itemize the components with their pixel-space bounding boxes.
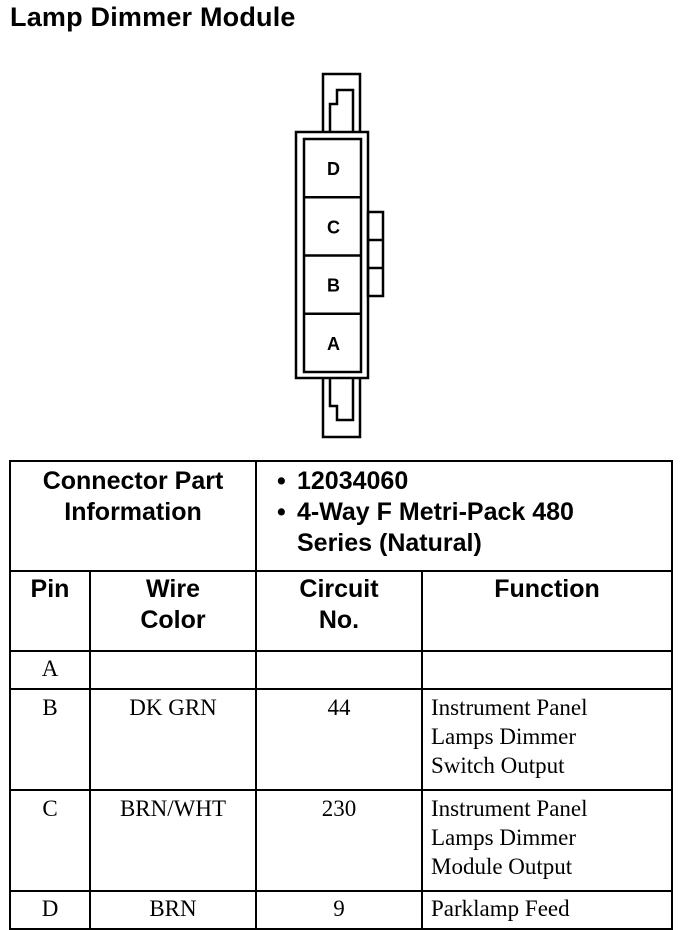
table-row: [10, 891, 672, 929]
header-circuit: Circuit No.: [256, 571, 422, 651]
header-wire-color: Wire Color: [90, 571, 256, 651]
pin-cell: A: [10, 651, 90, 689]
header-function: Function: [422, 571, 672, 651]
wire-color-cell: BRN: [90, 891, 256, 929]
page-title: Lamp Dimmer Module: [10, 2, 296, 32]
circuit-cell: 44: [256, 689, 422, 790]
connector-info-row: [10, 461, 672, 571]
wire-color-cell: [90, 651, 256, 689]
function-cell: Instrument Panel Lamps Dimmer Switch Output: [422, 689, 672, 790]
cavity-label-a: A: [327, 333, 340, 354]
table-row: [10, 689, 672, 790]
function-cell: [422, 651, 672, 689]
cavity-label-d: D: [327, 159, 340, 180]
connector-info-label: Connector Part Information: [10, 461, 256, 571]
table-header-row: [10, 571, 672, 651]
function-cell: Instrument Panel Lamps Dimmer Module Output: [422, 790, 672, 891]
wire-color-cell: BRN/WHT: [90, 790, 256, 891]
pin-cell: D: [10, 891, 90, 929]
cavity-label-b: B: [327, 275, 340, 296]
connector-info-values: [256, 461, 672, 571]
header-pin: Pin: [10, 571, 90, 651]
connector-face-diagram: [0, 0, 688, 460]
function-cell: Parklamp Feed: [422, 891, 672, 929]
connector-bottom-latch: [323, 378, 360, 437]
circuit-cell: [256, 651, 422, 689]
circuit-cell: 9: [256, 891, 422, 929]
part-number: • 12034060: [297, 466, 671, 497]
circuit-cell: 230: [256, 790, 422, 891]
table-row: [10, 790, 672, 891]
wire-color-cell: DK GRN: [90, 689, 256, 790]
connector-side-tab: [368, 212, 383, 296]
cavity-label-c: C: [327, 217, 340, 238]
table-row: [10, 651, 672, 689]
connector-pinout-table: [9, 460, 673, 930]
connector-top-latch: [323, 74, 360, 132]
connector-description: • 4-Way F Metri-Pack 480 Series (Natural): [297, 497, 671, 559]
pin-cell: B: [10, 689, 90, 790]
pin-cell: C: [10, 790, 90, 891]
